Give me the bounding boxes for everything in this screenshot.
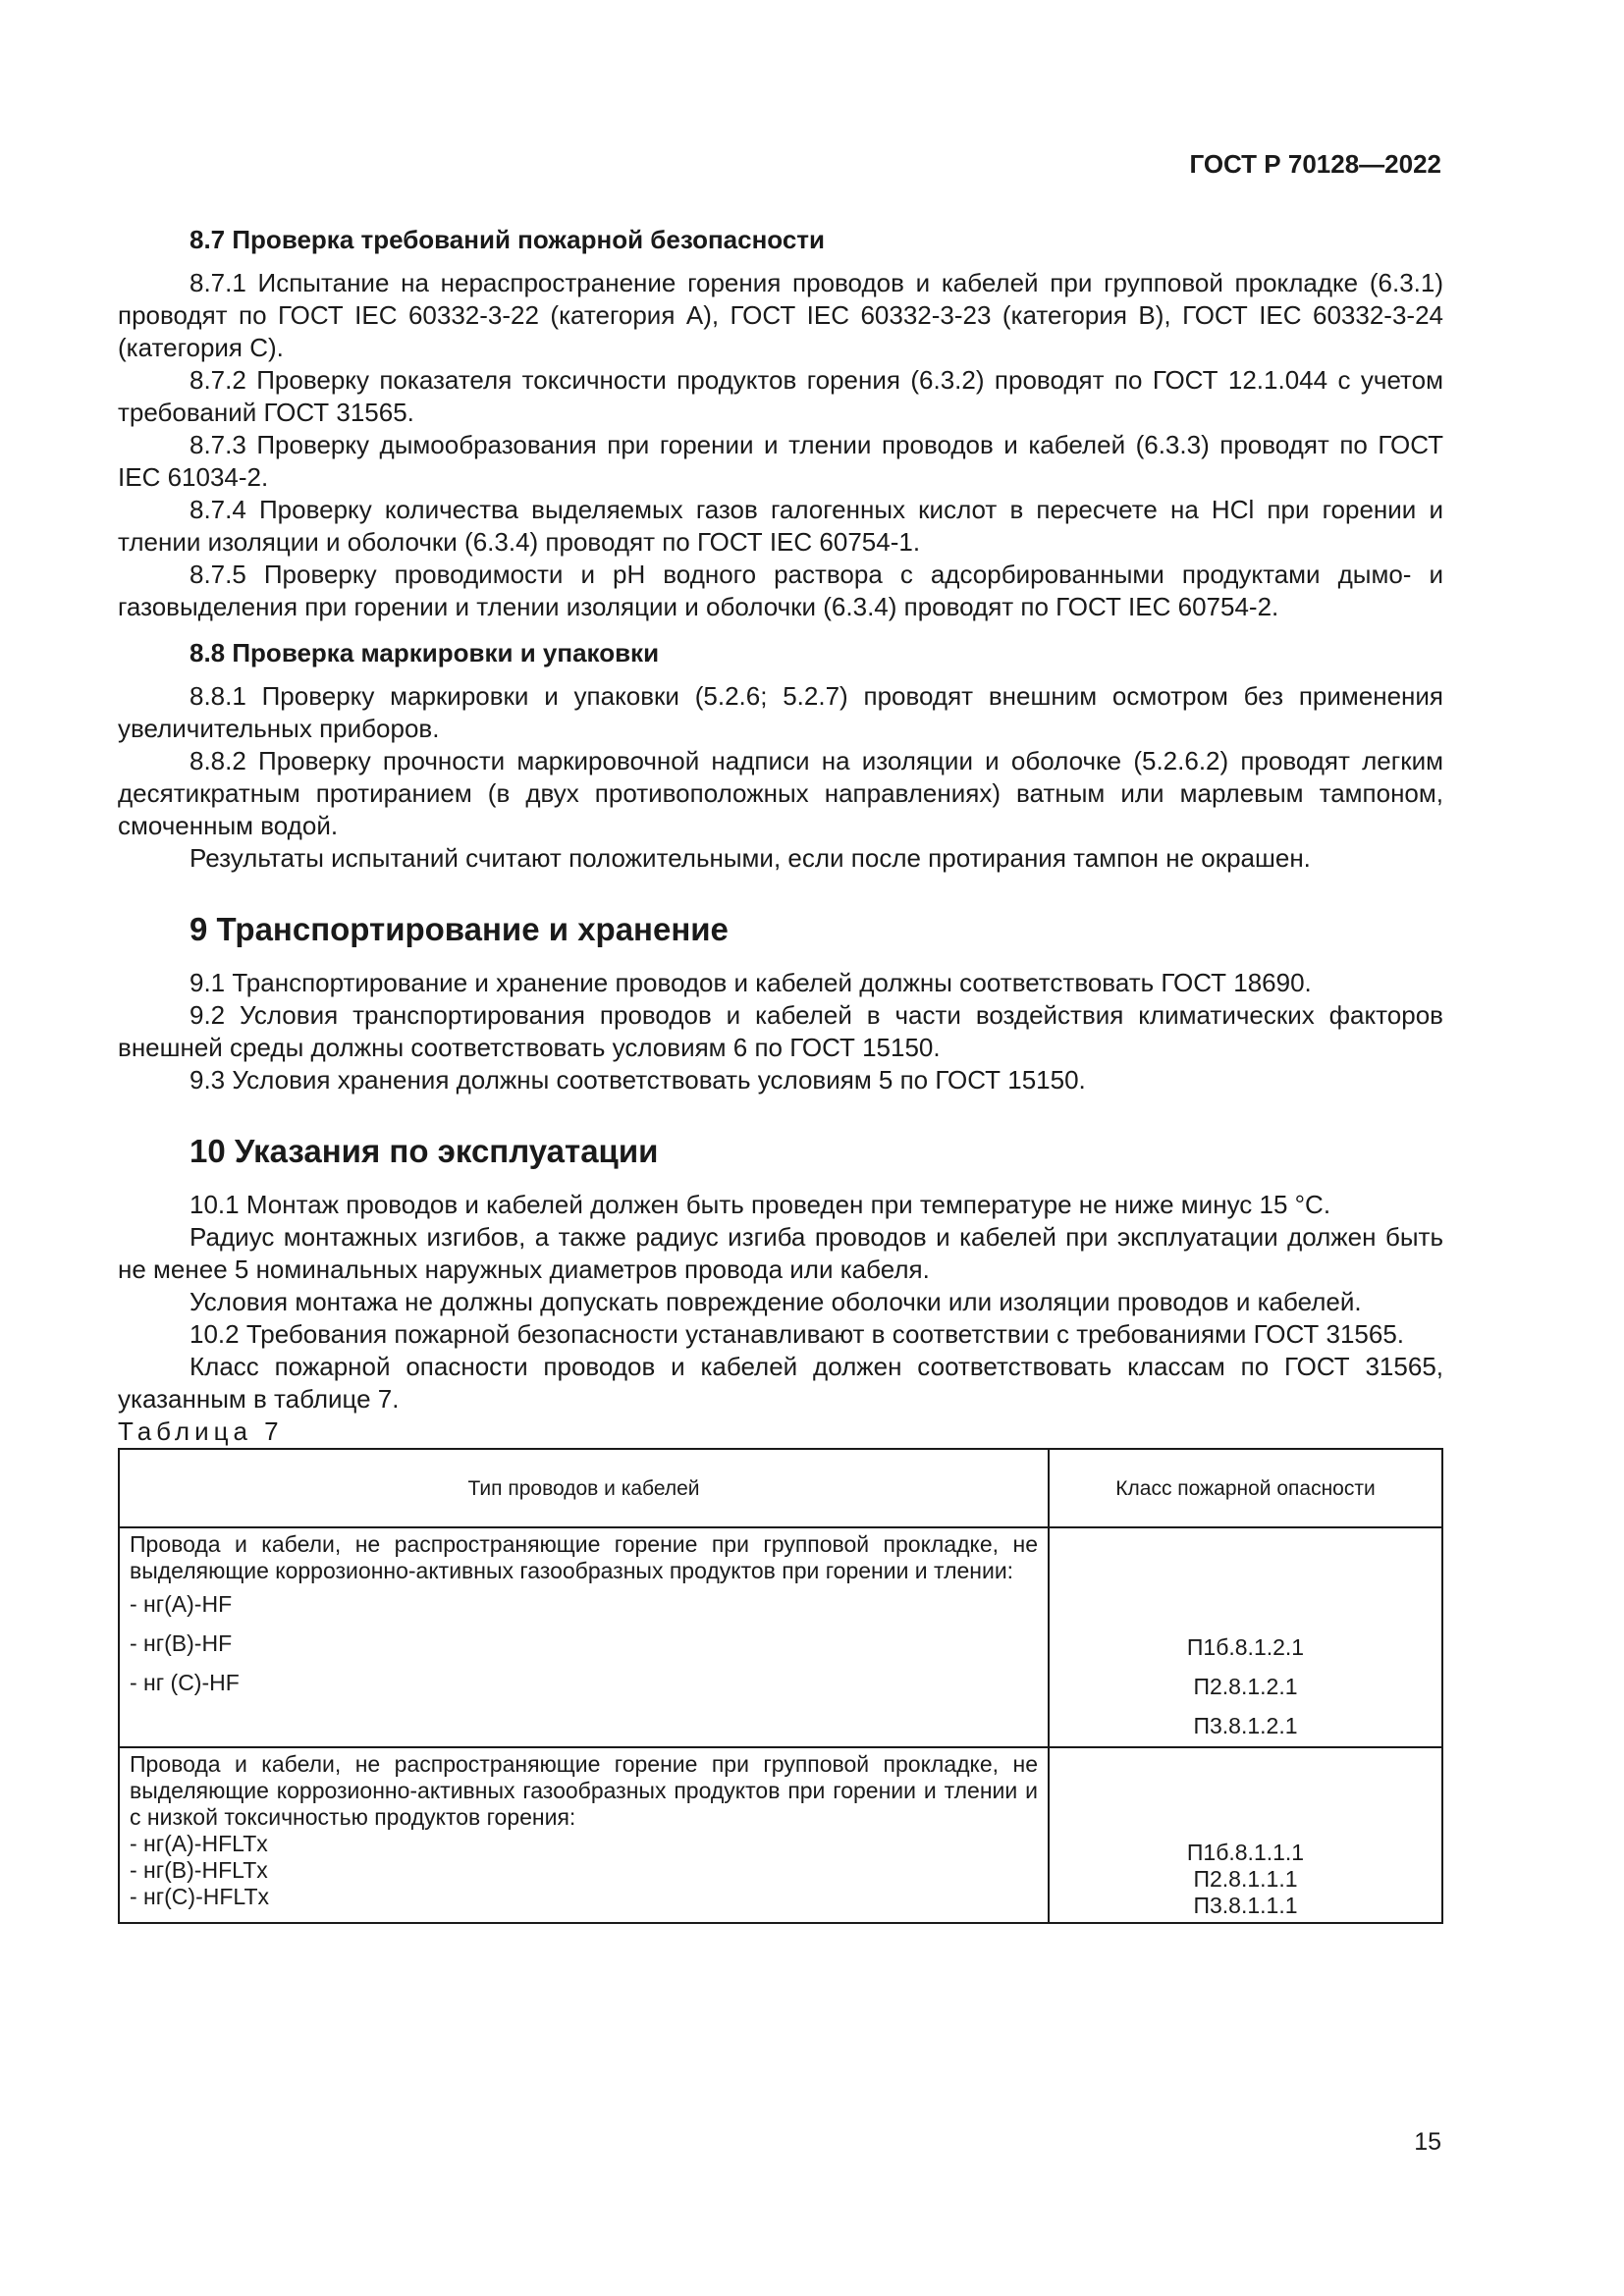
fire-class-item: П1б.8.1.1.1 — [1186, 1840, 1305, 1865]
paragraph: 8.7.2 Проверку показателя токсичности продуктов горения (6.3.2) проводят по ГОСТ 12.1.044 с учетом требований ГОСТ 31565. — [118, 365, 1443, 427]
paragraph: 8.7.1 Испытание на нераспространение горения проводов и кабелей при групповой прокладке (6.3.1) проводят по ГОСТ IEC 60332-3-22 (категория А), ГОСТ IEC 60332-3-23 (категория В), ГОСТ IEC 60332-3-24 (категория С). — [118, 268, 1443, 362]
cable-type-item: - нг(В)-HFLTx — [130, 1857, 268, 1883]
column-header-class: Класс пожарной опасности — [1049, 1449, 1442, 1527]
paragraph: Класс пожарной опасности проводов и кабелей должен соответствовать классам по ГОСТ 31565, указанным в таблице 7. — [118, 1352, 1443, 1414]
cable-type-item: - нг(А)-HF — [130, 1591, 233, 1617]
cable-type-item: - нг(В)-HF — [130, 1630, 233, 1656]
table-caption: Таблица 7 — [118, 1416, 284, 1446]
page-number: 15 — [1414, 2128, 1441, 2156]
column-header-type: Тип проводов и кабелей — [119, 1449, 1049, 1527]
document-body — [118, 224, 1443, 1924]
cable-type-item: - нг(А)-HFLTx — [130, 1831, 268, 1856]
paragraph: Результаты испытаний считают положительными, если после протирания тампон не окрашен. — [189, 843, 1311, 873]
paragraph: 9.2 Условия транспортирования проводов и кабелей в части воздействия климатических факторов внешней среды должны соответствовать условиям 6 по ГОСТ 15150. — [118, 1000, 1443, 1062]
paragraph: Условия монтажа не должны допускать повреждение оболочки или изоляции проводов и кабелей. — [189, 1287, 1362, 1316]
paragraph: 8.7.3 Проверку дымообразования при горении и тлении проводов и кабелей (6.3.3) проводят по ГОСТ IEC 61034-2. — [118, 430, 1443, 492]
paragraph: 9.1 Транспортирование и хранение проводов и кабелей должны соответствовать ГОСТ 18690. — [189, 968, 1312, 997]
table-row — [119, 1527, 1442, 1747]
paragraph: 9.3 Условия хранения должны соответствовать условиям 5 по ГОСТ 15150. — [189, 1065, 1086, 1095]
cell-spacer — [1056, 1531, 1435, 1626]
section-8-8-title: 8.8 Проверка маркировки и упаковки — [189, 638, 660, 667]
fire-class-cell — [1049, 1527, 1442, 1747]
cable-type-item: - нг(С)-HFLTx — [130, 1884, 270, 1909]
fire-class-item: П1б.8.1.2.1 — [1186, 1634, 1305, 1660]
fire-class-item: П2.8.1.2.1 — [1193, 1674, 1298, 1699]
fire-class-item: П2.8.1.1.1 — [1193, 1866, 1298, 1892]
table-row — [119, 1747, 1442, 1923]
paragraph: 10.2 Требования пожарной безопасности устанавливают в соответствии с требованиями ГОСТ 31565. — [189, 1319, 1405, 1349]
standard-code: ГОСТ Р 70128—2022 — [1189, 149, 1441, 179]
cell-spacer — [1056, 1751, 1435, 1840]
paragraph: 8.7.4 Проверку количества выделяемых газов галогенных кислот в пересчете на HCl при горении и тлении изоляции и оболочки (6.3.4) проводят по ГОСТ IEC 60754-1. — [118, 495, 1443, 557]
table-header-row — [119, 1449, 1442, 1527]
paragraph: 8.7.5 Проверку проводимости и pH водного раствора с адсорбированными продуктами дымо- и газовыделения при горении и тлении изоляции и оболочки (6.3.4) проводят по ГОСТ IEC 60754-2. — [118, 560, 1443, 621]
paragraph: 8.8.2 Проверку прочности маркировочной надписи на изоляции и оболочке (5.2.6.2) проводят легким десятикратным протиранием (в двух противоположных направлениях) ватным или марлевым тампоном, смоченным водой. — [118, 746, 1443, 840]
fire-class-cell — [1049, 1747, 1442, 1923]
cable-type-cell — [119, 1527, 1049, 1747]
paragraph: 10.1 Монтаж проводов и кабелей должен быть проведен при температуре не ниже минус 15 °С. — [189, 1190, 1331, 1219]
section-8-7-title: 8.7 Проверка требований пожарной безопасности — [189, 225, 826, 254]
group-description: Провода и кабели, не распространяющие горение при групповой прокладке, не выделяющие коррозионно-активных газообразных продуктов при горении и тлении и с низкой токсичностью продуктов горения: — [130, 1751, 1038, 1830]
group-description: Провода и кабели, не распространяющие горение при групповой прокладке, не выделяющие коррозионно-активных газообразных продуктов при горении и тлении: — [130, 1531, 1038, 1583]
fire-class-item: П3.8.1.1.1 — [1193, 1893, 1298, 1918]
section-9-title: 9 Транспортирование и хранение — [189, 911, 729, 947]
paragraph: Радиус монтажных изгибов, а также радиус изгиба проводов и кабелей при эксплуатации должен быть не менее 5 номинальных наружных диаметров провода или кабеля. — [118, 1222, 1443, 1284]
section-10-title: 10 Указания по эксплуатации — [189, 1133, 659, 1169]
cable-type-item: - нг (С)-HF — [130, 1670, 240, 1695]
cable-type-cell — [119, 1747, 1049, 1923]
fire-hazard-class-table — [118, 1448, 1443, 1924]
fire-class-item: П3.8.1.2.1 — [1193, 1713, 1298, 1738]
paragraph: 8.8.1 Проверку маркировки и упаковки (5.2.6; 5.2.7) проводят внешним осмотром без применения увеличительных приборов. — [118, 681, 1443, 743]
